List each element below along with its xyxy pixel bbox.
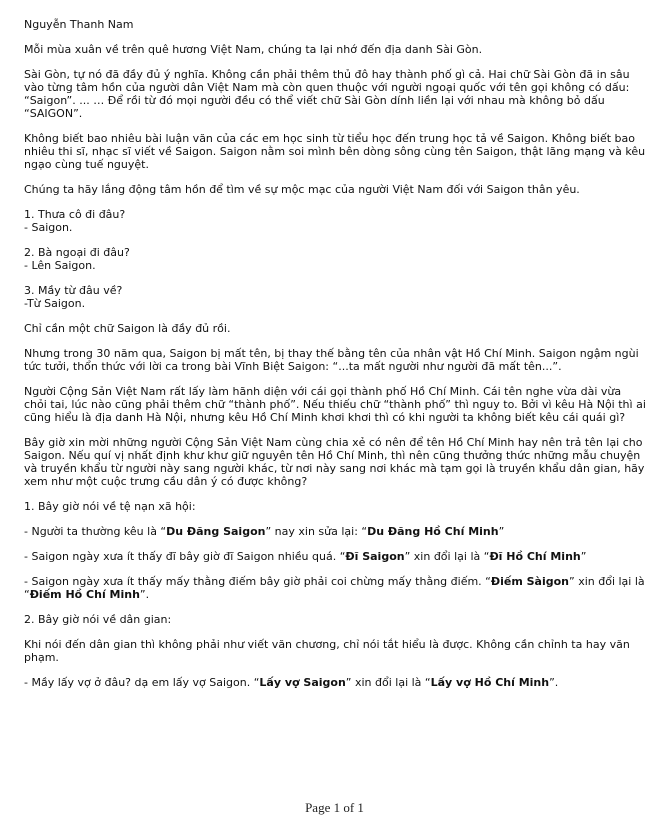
author-name: Nguyễn Thanh Nam — [24, 18, 134, 31]
essays-paragraph: Không biết bao nhiêu bài luận văn của các em học sinh từ tiểu học đến trung học tả về Saigon. Không biết bao nhiêu thi sĩ, nhạc sĩ viết về Saigon. Saigon nằm soi mình bên dòng sông cùng tên Saigon, thật lãng mạng và kêu ngạo cùng tuế nguyệt. — [24, 132, 646, 171]
qa-answer: - Saigon. — [24, 221, 73, 234]
page-number: Page 1 of 1 — [305, 800, 364, 815]
section-2-title: 2. Bây giờ nói về dân gian: — [24, 613, 172, 626]
qa-item — [24, 246, 646, 272]
section-2-item: - Mầy lấy vợ ở đâu? dạ em lấy vợ Saigon. “Lấy vợ Saigon” xin đổi lại là “Lấy vợ Hồ Chí Minh”. — [24, 676, 559, 689]
qa-answer: -Từ Saigon. — [24, 297, 86, 310]
enough-paragraph: Chỉ cần một chữ Saigon là đầy đủ rồi. — [24, 322, 231, 335]
section-1-item: - Saigon ngày xưa ít thấy đĩ bây giờ đĩ Saigon nhiều quá. “Đĩ Saigon” xin đổi lại là “Đĩ Hồ Chí Minh” — [24, 550, 587, 563]
document-body — [24, 18, 646, 701]
qa-answer: - Lên Saigon. — [24, 259, 96, 272]
qa-item — [24, 208, 646, 234]
thirty-years-paragraph: Nhưng trong 30 năm qua, Saigon bị mất tên, bị thay thế bằng tên của nhân vật Hồ Chí Minh. Saigon ngậm ngùi tức tưởi, thổn thức với lời ca trong bài Vĩnh Biệt Saigon: “...ta mất người như người đã mất tên...”. — [24, 347, 639, 373]
intro-paragraph: Mỗi mùa xuân về trên quê hương Việt Nam, chúng ta lại nhớ đến địa danh Sài Gòn. — [24, 43, 483, 56]
qa-question: 2. Bà ngoại đi đâu? — [24, 246, 130, 259]
folk-paragraph: Khi nói đến dân gian thì không phải như viết văn chương, chỉ nói tắt hiểu là được. Không cần chỉnh ta hay văn phạm. — [24, 638, 630, 664]
invitation-paragraph: Bây giờ xin mời những người Cộng Sản Việt Nam cùng chia xẻ có nên để tên Hồ Chí Minh hay nên trả tên lại cho Saigon. Nếu quí vị nhất định khư khư giữ nguyên tên Hồ Chí Minh, thì nên cũng thưởng thức những mẫu chuyện và truyền khẩu từ người này sang người khác, từ nơi này sang nơi khác mà tạm gọi là truyền khẩu dân gian, hãy xem như một cuộc trưng cầu dân ý có được không? — [24, 436, 645, 488]
qa-question: 3. Mầy từ đâu về? — [24, 284, 123, 297]
qa-item — [24, 284, 646, 310]
section-1-item: - Saigon ngày xưa ít thấy mấy thằng điếm bây giờ phải coi chừng mấy thằng điếm. “Điếm Sàigon” xin đổi lại là “Điếm Hồ Chí Minh”. — [24, 575, 645, 601]
communist-paragraph: Người Cộng Sản Việt Nam rất lấy làm hãnh diện với cái gọi thành phố Hồ Chí Minh. Cái tên nghe vừa dài vừa chỏi tai, lúc nào cũng phải thêm chữ “thành phố”. Nếu thiếu chữ “thành phố” thì nguy to. Bởi vì kêu Hà Nội thì ai cũng hiểu là địa danh Hà Nội, nhưng kêu Hồ Chí Minh khơi khơi thì có khi người ta không biết kêu cái quái gì? — [24, 385, 646, 424]
qa-question: 1. Thưa cô đi đâu? — [24, 208, 126, 221]
section-1-title: 1. Bây giờ nói về tệ nạn xã hội: — [24, 500, 196, 513]
section-1-item: - Người ta thường kêu là “Du Đãng Saigon” nay xin sửa lại: “Du Đãng Hồ Chí Minh” — [24, 525, 505, 538]
saigon-paragraph: Sài Gòn, tự nó đã đầy đủ ý nghĩa. Không cần phải thêm thủ đô hay thành phố gì cả. Hai chữ Sài Gòn đã in sâu vào từng tâm hồn của người dân Việt Nam mà còn quen thuộc với người ngoại quốc với tên gọi không có dấu: “Saigon”. ... … Để rồi từ đó mọi người đều có thể viết chữ Sài Gòn dính liền lại với nhau mà không bỏ dấu “SAIGON”. — [24, 68, 630, 120]
reflection-paragraph: Chúng ta hãy lắng động tâm hồn để tìm về sự mộc mạc của người Việt Nam đối với Saigon thân yêu. — [24, 183, 580, 196]
